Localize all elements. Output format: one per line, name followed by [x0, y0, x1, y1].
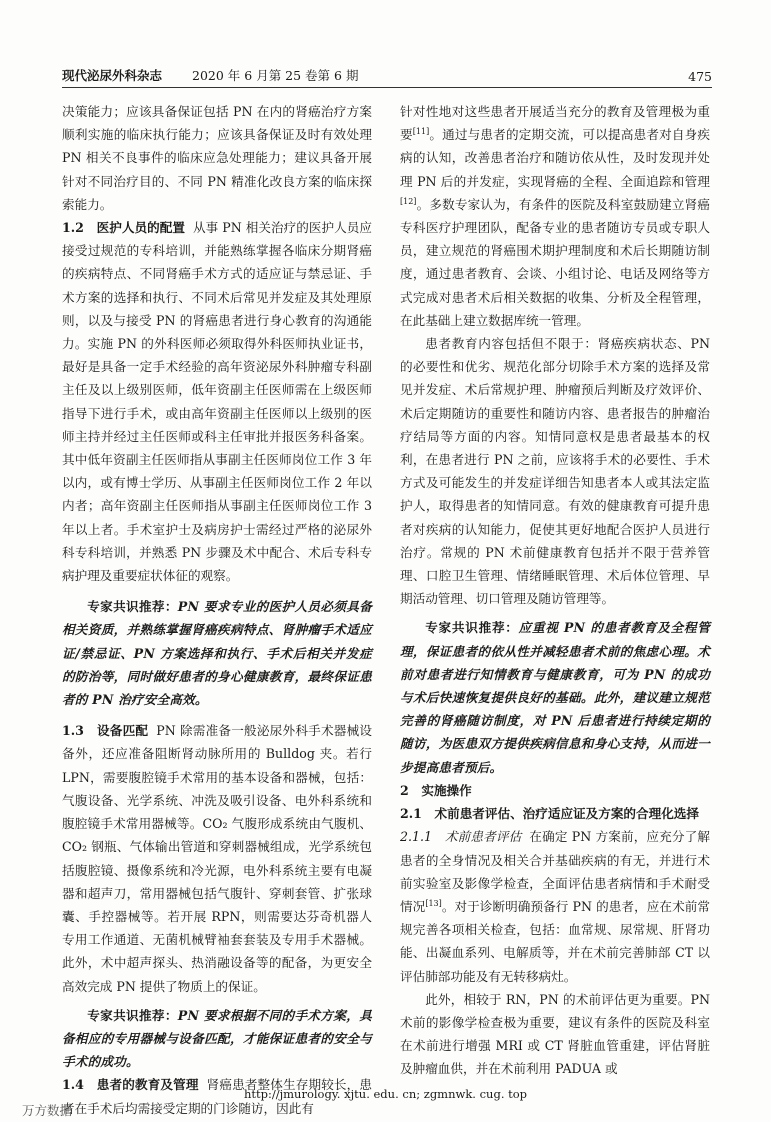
citation: [13]	[425, 898, 442, 908]
paragraph-text: 肾癌患者整体生存期较长，患者在手术后均需接受定期的门诊随访，因此有	[62, 1077, 372, 1116]
right-column	[400, 100, 710, 1081]
section-1-3	[62, 719, 372, 997]
citation: [11]	[412, 127, 430, 137]
citation: [12]	[400, 196, 417, 206]
subsection-2-1-1	[400, 825, 710, 987]
consensus-text: PN 要求根据不同的手术方案，具备相应的专用器械与设备匹配，才能保证患者的安全与手术的成功。	[62, 1007, 372, 1070]
section-heading: 1.3 设备匹配	[62, 723, 149, 739]
paragraph: 决策能力；应该具备保证包括 PN 在内的肾癌治疗方案顺利实施的临床执行能力；应该具备保证及时有效处理 PN 相关不良事件的临床应急处理能力；建议具备开展针对不同治疗目的、不同 PN 精准化改良方案的临床探索能力。	[62, 104, 372, 212]
paragraph-text: PN 除需准备一般泌尿外科手术器械设备外，还应准备阻断肾动脉所用的 Bulldog 夹。若行 LPN，需要腹腔镜手术常用的基本设备和器械，包括：气腹设备、光学系统、冲洗及吸引设备、电外科系统和腹腔镜手术常用器械等。CO₂ 气腹形成系统由气腹机、CO₂ 钢瓶、气体输出管道和穿刺器械组成，光学系统包括腹腔镜、摄像系统和冷光源，电外科系统主要有电凝器和超声刀，常用器械包括气腹针、穿刺套管、扩张球囊、手控器械等。若开展 RPN，则需要达芬奇机器人专用工作通道、无菌机械臂袖套套装及专用手术器械。此外，术中超声探头、热消融设备等的配备，为更安全高效完成 PN 提供了物质上的保证。	[62, 723, 372, 994]
consensus-text: PN 要求专业的医护人员必须具备相关资质，并熟练掌握肾癌疾病特点、肾肿瘤手术适应证/禁忌证、PN 方案选择和执行、手术后相关并发症的防治等，同时做好患者的身心健康教育，最终保证患者的 PN 治疗安全高效。	[62, 599, 372, 708]
consensus-text: 应重视 PN 的患者教育及全程管理，保证患者的依从性并减轻患者术前的焦虑心理。术前对患者进行知情教育与健康教育，可为 PN 的成功与术后快速恢复提供良好的基础。此外，建议建立规范完善的肾癌随访制度，对 PN 后患者进行持续定期的随访，为医患双方提供疾病信息和身心支持，从而进一步提高患者预后。	[400, 620, 710, 775]
expert-consensus	[400, 616, 710, 778]
paragraph-text: 针对性地对这些患者开展适当充分的教育及管理极为重要	[400, 104, 710, 143]
paragraph-text: 。对于诊断明确预备行 PN 的患者，应在术前常规完善各项相关检查，包括：血常规、尿常规、肝肾功能、出凝血系列、电解质等，并在术前完善肺部 CT 以评估肺部功能及有无转移病灶。	[400, 898, 711, 984]
consensus-lead: 专家共识推荐：	[87, 599, 178, 615]
running-header	[62, 66, 712, 88]
left-column	[62, 100, 372, 1120]
expert-consensus	[62, 595, 372, 711]
section-title: 2 实施操作	[400, 782, 472, 798]
section-1-2	[62, 216, 372, 587]
paragraph-text: 。多数专家认为，有条件的医院及科室鼓励建立肾癌专科医疗护理团队，配备专业的患者随访专员或专职人员，建立规范的肾癌围术期护理制度和术后长期随访制度，通过患者教育、会谈、小组讨论、电话及网络等方式完成对患者术后相关数据的收集、分析及全程管理，在此基础上建立数据库统一管理。	[400, 196, 710, 328]
paragraph: 此外，相较于 RN，PN 的术前评估更为重要。PN 术前的影像学检查极为重要，建议有条件的医院及科室在术前进行增强 MRI 或 CT 肾脏血管重建，评估肾脏及肿瘤血供，并在术前利用 PADUA 或	[400, 991, 710, 1077]
subsection-title: 2.1 术前患者评估、治疗适应证及方案的合理化选择	[400, 806, 699, 822]
watermark: 万方数据	[22, 1103, 73, 1118]
paragraph-text: 在确定 PN 方案前，应充分了解患者的全身情况及相关合并基础疾病的有无，并进行术前实验室及影像学检查，全面评估患者病情和手术耐受情况	[400, 829, 711, 914]
paragraph	[400, 100, 710, 332]
section-heading: 1.4 患者的教育及管理	[62, 1077, 199, 1093]
issue-info: 2020 年 6 月第 25 卷第 6 期	[192, 68, 359, 83]
paragraph: 患者教育内容包括但不限于：肾癌疾病状态、PN 的必要性和优劣、规范化部分切除手术方案的选择及常见并发症、术后常规护理、肿瘤预后判断及疗效评价、术后定期随访的重要性和随访内容、患者报告的肿瘤治疗结局等方面的内容。知情同意权是患者最基本的权利，在患者进行 PN 之前，应该将手术的必要性、手术方式及可能发生的并发症详细告知患者本人或其法定监护人，取得患者的知情同意。有效的健康教育可提升患者对疾病的认知能力，促使其更好地配合医护人员进行治疗。常规的 PN 术前健康教育包括并不限于营养管理、口腔卫生管理、情绪睡眠管理、术后体位管理、早期活动管理、切口管理及随访管理等。	[400, 336, 710, 607]
journal-name: 现代泌尿外科杂志	[62, 68, 163, 83]
subsubsection-heading: 2.1.1 术前患者评估	[400, 829, 522, 845]
section-heading: 1.2 医护人员的配置	[62, 220, 185, 236]
consensus-lead: 专家共识推荐：	[87, 1007, 178, 1023]
expert-consensus	[62, 1004, 372, 1074]
page-number: 475	[688, 69, 712, 84]
paragraph-text: 。通过与患者的定期交流，可以提高患者对自身疾病的认知，改善患者治疗和随访依从性，及时发现并处理 PN 后的并发症，实现肾癌的全程、全面追踪和管理	[400, 127, 711, 189]
consensus-lead: 专家共识推荐：	[425, 620, 519, 636]
footer-url: http://jmurology. xjtu. edu. cn; zgmnwk. cug. top	[243, 1087, 528, 1101]
paragraph-text: 从事 PN 相关治疗的医护人员应接受过规范的专科培训，并能熟练掌握各临床分期肾癌的疾病特点、不同肾癌手术方式的适应证与禁忌证、手术方案的选择和执行、不同术后常见并发症及其处理原则，以及与接受 PN 的肾癌患者进行身心教育的沟通能力。实施 PN 的外科医师必须取得外科医师执业证书，最好是具备一定手术经验的高年资泌尿外科肿瘤专科副主任及以上级别医师，低年资副主任医师需在上级医师指导下进行手术，或由高年资副主任医师以上级别的医师主持并经过主任医师或科主任审批并报医务科备案。其中低年资副主任医师指从事副主任医师岗位工作 3 年以内，或有博士学历、从事副主任医师岗位工作 2 年以内者；高年资副主任医师指从事副主任医师岗位工作 3 年以上者。手术室护士及病房护士需经过严格的泌尿外科专科培训，并熟悉 PN 步骤及术中配合、术后专科专病护理及重要症状体征的观察。	[62, 220, 372, 584]
